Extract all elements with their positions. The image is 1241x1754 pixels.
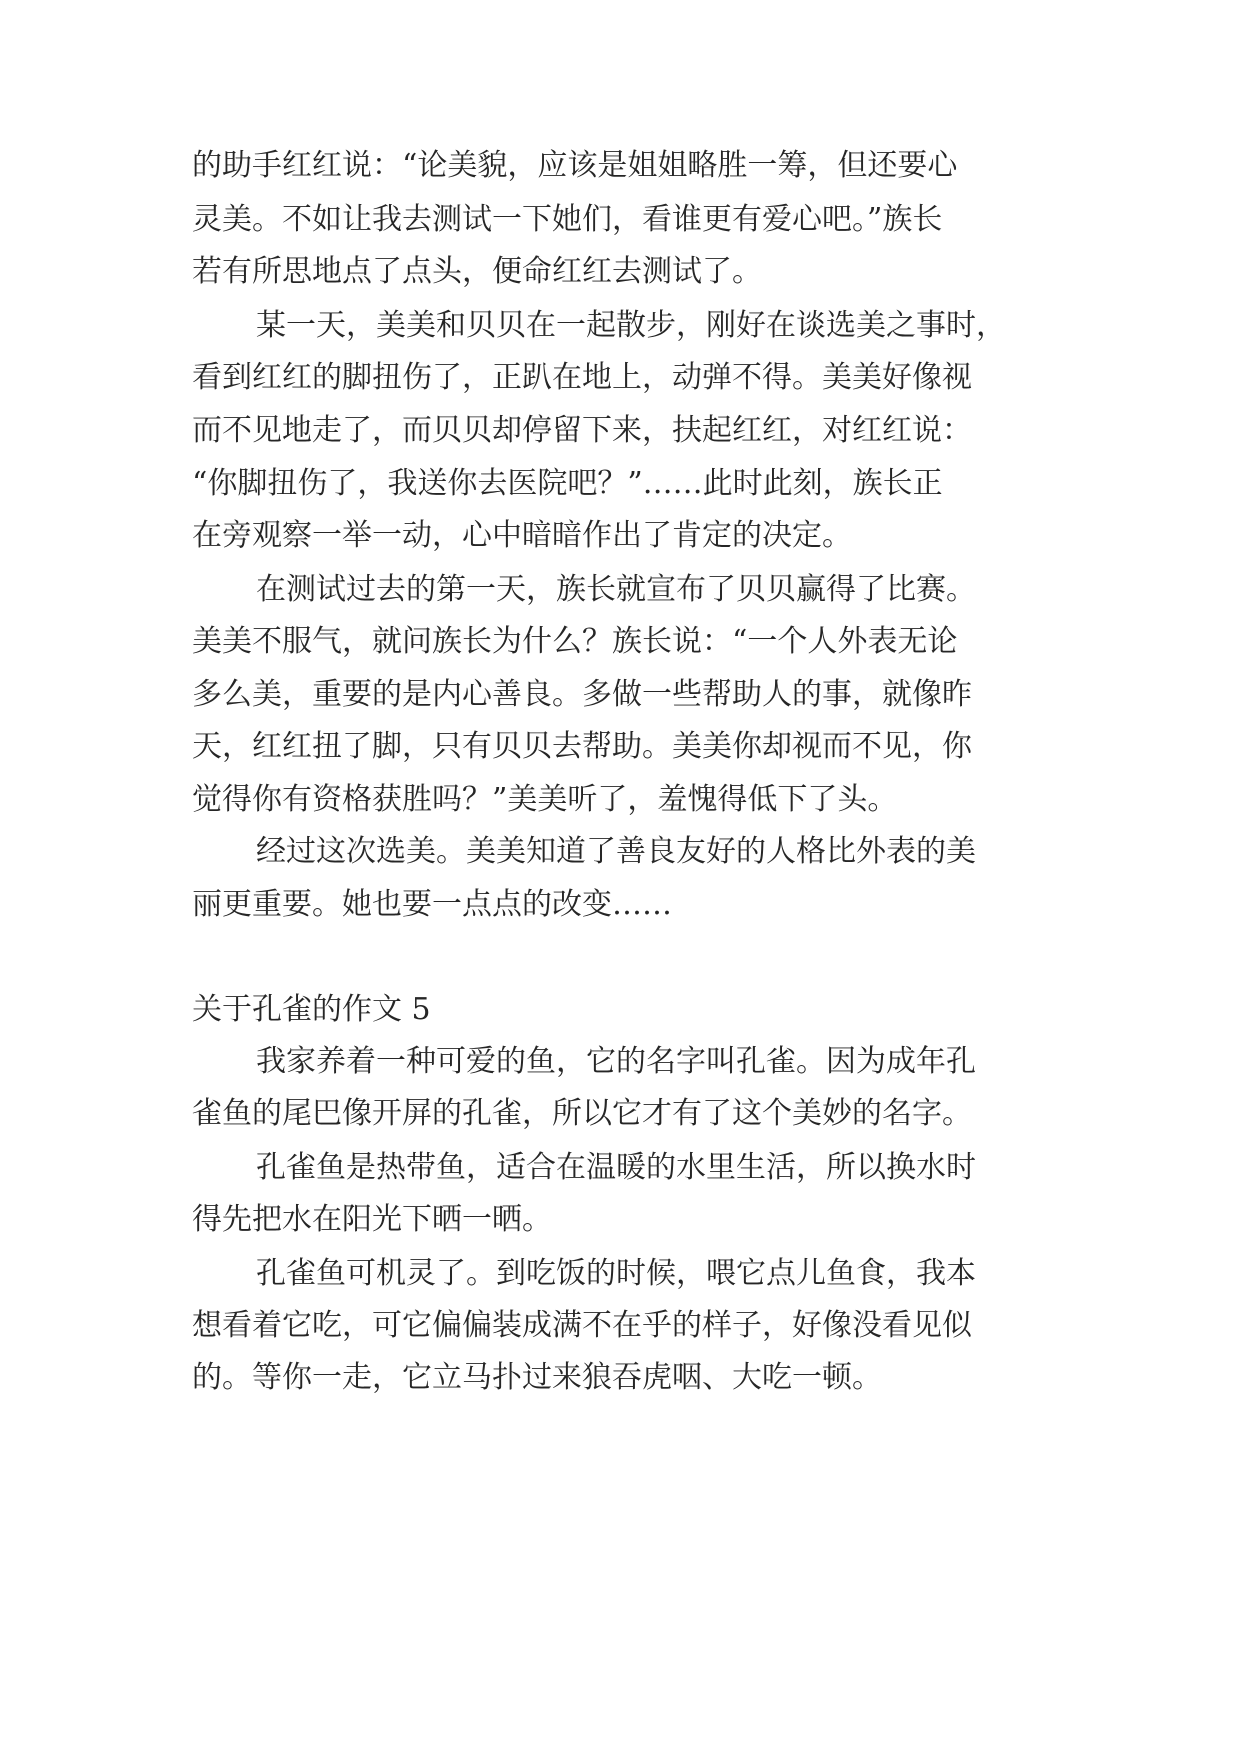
text-line: 孔雀鱼是热带鱼，适合在温暖的水里生活，所以换水时 [256, 1150, 976, 1185]
text-line: 我家养着一种可爱的鱼，它的名字叫孔雀。因为成年孔 [256, 1044, 976, 1079]
section-title: 关于孔雀的作文 5 [192, 992, 431, 1027]
text-line: 想看着它吃，可它偏偏装成满不在乎的样子，好像没看见似 [192, 1308, 972, 1343]
text-line: 孔雀鱼可机灵了。到吃饭的时候，喂它点儿鱼食，我本 [256, 1256, 976, 1291]
text-line: 看到红红的脚扭伤了，正趴在地上，动弹不得。美美好像视 [192, 360, 972, 395]
text-line: 的。等你一走，它立马扑过来狼吞虎咽、大吃一顿。 [192, 1360, 882, 1395]
text-line: 在旁观察一举一动，心中暗暗作出了肯定的决定。 [192, 518, 852, 553]
text-line: 雀鱼的尾巴像开屏的孔雀，所以它才有了这个美妙的名字。 [192, 1096, 972, 1131]
text-line: 的助手红红说：“论美貌，应该是姐姐略胜一筹，但还要心 [192, 148, 958, 183]
text-line: 美美不服气，就问族长为什么？族长说：“一个人外表无论 [192, 624, 958, 659]
text-line: 灵美。不如让我去测试一下她们，看谁更有爱心吧。”族长 [192, 202, 943, 237]
text-line: 在测试过去的第一天，族长就宣布了贝贝赢得了比赛。 [256, 572, 976, 607]
text-line: “你脚扭伤了，我送你去医院吧？”……此时此刻，族长正 [192, 466, 943, 501]
text-line: 得先把水在阳光下晒一晒。 [192, 1202, 552, 1237]
text-line: 多么美，重要的是内心善良。多做一些帮助人的事，就像昨 [192, 677, 972, 712]
text-line: 丽更重要。她也要一点点的改变…… [192, 887, 672, 922]
text-line: 某一天，美美和贝贝在一起散步，刚好在谈选美之事时， [256, 308, 1006, 343]
text-line: 经过这次选美。美美知道了善良友好的人格比外表的美 [256, 834, 976, 869]
text-line: 若有所思地点了点头，便命红红去测试了。 [192, 254, 762, 289]
text-line: 而不见地走了，而贝贝却停留下来，扶起红红，对红红说： [192, 413, 972, 448]
text-line: 天，红红扭了脚，只有贝贝去帮助。美美你却视而不见，你 [192, 729, 972, 764]
text-line: 觉得你有资格获胜吗？”美美听了，羞愧得低下了头。 [192, 782, 898, 817]
